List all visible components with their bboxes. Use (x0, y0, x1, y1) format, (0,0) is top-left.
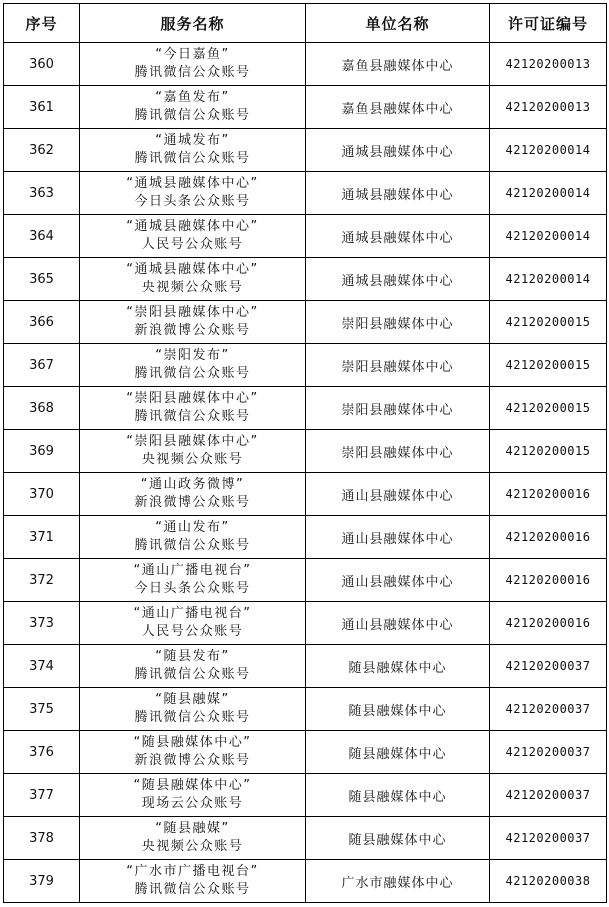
table-row (4, 430, 607, 473)
table-row (4, 215, 607, 258)
organization-name-cell: 通山县融媒体中心 (306, 602, 490, 645)
account-name: “崇阳县融媒体中心” (126, 305, 259, 320)
table-row (4, 860, 607, 903)
table-row (4, 774, 607, 817)
table-body (4, 43, 607, 903)
organization-name-cell: 通城县融媒体中心 (306, 129, 490, 172)
account-name: “崇阳县融媒体中心” (126, 434, 259, 449)
header-row (4, 4, 607, 43)
license-number-cell: 42120200015 (490, 344, 607, 387)
account-platform-type: 腾讯微信公众账号 (134, 538, 251, 553)
organization-name-cell: 随县融媒体中心 (306, 731, 490, 774)
header-service-name: 服务名称 (80, 4, 306, 43)
account-name: “随县融媒体中心” (133, 778, 252, 793)
service-name-cell (80, 129, 306, 172)
service-name-cell (80, 473, 306, 516)
serial-number-cell: 368 (4, 387, 80, 430)
license-table (3, 3, 607, 903)
account-name: “通城发布” (155, 133, 230, 148)
account-platform-type: 腾讯微信公众账号 (134, 108, 251, 123)
license-number-cell: 42120200037 (490, 645, 607, 688)
organization-name-cell: 嘉鱼县融媒体中心 (306, 86, 490, 129)
license-number-cell: 42120200037 (490, 774, 607, 817)
header-license-number: 许可证编号 (490, 4, 607, 43)
license-number-cell: 42120200037 (490, 688, 607, 731)
account-name: “崇阳县融媒体中心” (126, 391, 259, 406)
serial-number-cell: 374 (4, 645, 80, 688)
account-platform-type: 今日头条公众账号 (134, 581, 251, 596)
table-row (4, 516, 607, 559)
serial-number-cell: 377 (4, 774, 80, 817)
account-name: “随县融媒” (155, 821, 230, 836)
organization-name-cell: 嘉鱼县融媒体中心 (306, 43, 490, 86)
license-number-cell: 42120200014 (490, 215, 607, 258)
serial-number-cell: 364 (4, 215, 80, 258)
serial-number-cell: 373 (4, 602, 80, 645)
serial-number-cell: 361 (4, 86, 80, 129)
license-number-cell: 42120200037 (490, 731, 607, 774)
license-number-cell: 42120200014 (490, 172, 607, 215)
account-name: “通山广播电视台” (133, 606, 252, 621)
organization-name-cell: 随县融媒体中心 (306, 688, 490, 731)
serial-number-cell: 365 (4, 258, 80, 301)
license-number-cell: 42120200016 (490, 516, 607, 559)
table-row (4, 301, 607, 344)
organization-name-cell: 随县融媒体中心 (306, 774, 490, 817)
table-row (4, 817, 607, 860)
account-name: “广水市广播电视台” (126, 864, 259, 879)
service-name-cell (80, 387, 306, 430)
service-name-cell (80, 559, 306, 602)
account-platform-type: 人民号公众账号 (141, 237, 244, 252)
organization-name-cell: 通山县融媒体中心 (306, 559, 490, 602)
table-row (4, 86, 607, 129)
account-platform-type: 人民号公众账号 (141, 624, 244, 639)
header-organization-name: 单位名称 (306, 4, 490, 43)
account-platform-type: 腾讯微信公众账号 (134, 667, 251, 682)
license-number-cell: 42120200038 (490, 860, 607, 903)
service-name-cell (80, 172, 306, 215)
service-name-cell (80, 516, 306, 559)
organization-name-cell: 通城县融媒体中心 (306, 258, 490, 301)
account-platform-type: 腾讯微信公众账号 (134, 882, 251, 897)
license-number-cell: 42120200015 (490, 387, 607, 430)
serial-number-cell: 367 (4, 344, 80, 387)
service-name-cell (80, 860, 306, 903)
account-platform-type: 央视频公众账号 (141, 452, 244, 467)
account-name: “通城县融媒体中心” (126, 176, 259, 191)
account-name: “随县融媒” (155, 692, 230, 707)
account-name: “崇阳发布” (155, 348, 230, 363)
organization-name-cell: 崇阳县融媒体中心 (306, 387, 490, 430)
serial-number-cell: 370 (4, 473, 80, 516)
account-name: “随县融媒体中心” (133, 735, 252, 750)
account-name: “通城县融媒体中心” (126, 219, 259, 234)
account-platform-type: 现场云公众账号 (141, 796, 244, 811)
service-name-cell (80, 43, 306, 86)
license-number-cell: 42120200013 (490, 86, 607, 129)
license-number-cell: 42120200015 (490, 301, 607, 344)
account-name: “嘉鱼发布” (155, 90, 230, 105)
organization-name-cell: 崇阳县融媒体中心 (306, 344, 490, 387)
organization-name-cell: 通山县融媒体中心 (306, 516, 490, 559)
service-name-cell (80, 817, 306, 860)
table-row (4, 344, 607, 387)
serial-number-cell: 376 (4, 731, 80, 774)
account-name: “今日嘉鱼” (155, 47, 230, 62)
service-name-cell (80, 645, 306, 688)
table-row (4, 129, 607, 172)
account-platform-type: 新浪微博公众账号 (134, 753, 251, 768)
table-row (4, 387, 607, 430)
service-name-cell (80, 215, 306, 258)
header-serial-number: 序号 (4, 4, 80, 43)
serial-number-cell: 372 (4, 559, 80, 602)
table-row (4, 688, 607, 731)
account-platform-type: 今日头条公众账号 (134, 194, 251, 209)
organization-name-cell: 通城县融媒体中心 (306, 215, 490, 258)
account-platform-type: 新浪微博公众账号 (134, 495, 251, 510)
serial-number-cell: 360 (4, 43, 80, 86)
account-platform-type: 央视频公众账号 (141, 839, 244, 854)
serial-number-cell: 379 (4, 860, 80, 903)
serial-number-cell: 378 (4, 817, 80, 860)
table-header (4, 4, 607, 43)
table-row (4, 473, 607, 516)
account-name: “通山广播电视台” (133, 563, 252, 578)
table-row (4, 559, 607, 602)
organization-name-cell: 崇阳县融媒体中心 (306, 430, 490, 473)
account-platform-type: 腾讯微信公众账号 (134, 409, 251, 424)
license-number-cell: 42120200014 (490, 258, 607, 301)
serial-number-cell: 362 (4, 129, 80, 172)
serial-number-cell: 369 (4, 430, 80, 473)
service-name-cell (80, 774, 306, 817)
service-name-cell (80, 344, 306, 387)
table-row (4, 258, 607, 301)
account-platform-type: 腾讯微信公众账号 (134, 151, 251, 166)
organization-name-cell: 崇阳县融媒体中心 (306, 301, 490, 344)
account-platform-type: 腾讯微信公众账号 (134, 710, 251, 725)
serial-number-cell: 371 (4, 516, 80, 559)
license-number-cell: 42120200013 (490, 43, 607, 86)
organization-name-cell: 广水市融媒体中心 (306, 860, 490, 903)
table-row (4, 172, 607, 215)
license-number-cell: 42120200037 (490, 817, 607, 860)
table-row (4, 731, 607, 774)
account-name: “通山发布” (155, 520, 230, 535)
license-number-cell: 42120200016 (490, 473, 607, 516)
service-name-cell (80, 301, 306, 344)
license-number-cell: 42120200015 (490, 430, 607, 473)
account-name: “通城县融媒体中心” (126, 262, 259, 277)
service-name-cell (80, 602, 306, 645)
account-name: “随县发布” (155, 649, 230, 664)
service-name-cell (80, 731, 306, 774)
service-name-cell (80, 688, 306, 731)
service-name-cell (80, 258, 306, 301)
serial-number-cell: 363 (4, 172, 80, 215)
table-row (4, 645, 607, 688)
service-name-cell (80, 86, 306, 129)
organization-name-cell: 通城县融媒体中心 (306, 172, 490, 215)
table-row (4, 602, 607, 645)
service-name-cell (80, 430, 306, 473)
account-platform-type: 央视频公众账号 (141, 280, 244, 295)
account-platform-type: 腾讯微信公众账号 (134, 366, 251, 381)
license-number-cell: 42120200014 (490, 129, 607, 172)
organization-name-cell: 通山县融媒体中心 (306, 473, 490, 516)
serial-number-cell: 366 (4, 301, 80, 344)
license-number-cell: 42120200016 (490, 559, 607, 602)
license-number-cell: 42120200016 (490, 602, 607, 645)
table-row (4, 43, 607, 86)
organization-name-cell: 随县融媒体中心 (306, 645, 490, 688)
account-platform-type: 腾讯微信公众账号 (134, 65, 251, 80)
organization-name-cell: 随县融媒体中心 (306, 817, 490, 860)
account-name: “通山政务微博” (140, 477, 245, 492)
serial-number-cell: 375 (4, 688, 80, 731)
account-platform-type: 新浪微博公众账号 (134, 323, 251, 338)
